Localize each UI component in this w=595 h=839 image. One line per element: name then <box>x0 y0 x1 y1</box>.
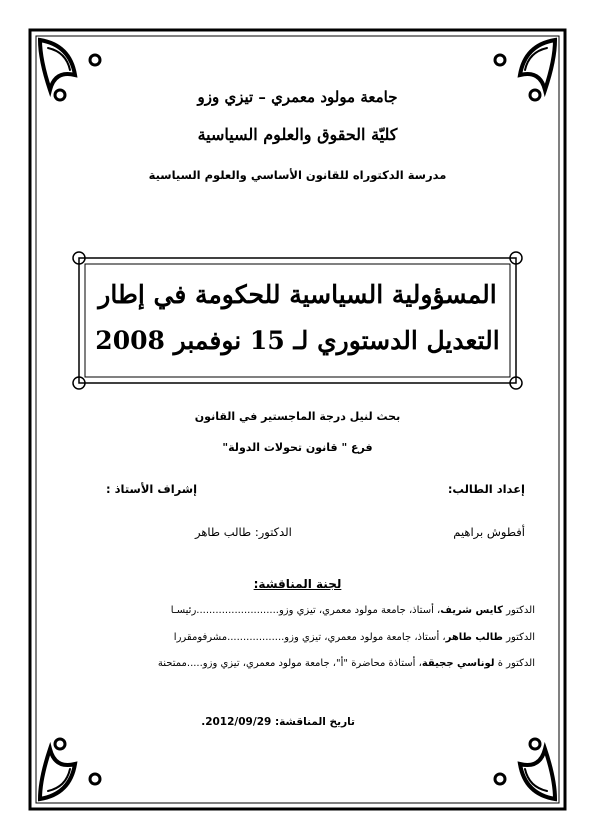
student-name: أفطوش براهيم <box>453 525 525 539</box>
member-name: طالب طاهر <box>445 632 503 643</box>
committee-member <box>171 605 535 616</box>
committee-member <box>174 632 535 643</box>
member-name: لوناسي ججيقة <box>421 658 495 669</box>
defense-date: تاريخ المناقشة: 2012/09/29. <box>201 716 355 728</box>
committee-heading: لجنة المناقشة: <box>253 577 342 591</box>
university-name: جامعة مولود معمري – تيزي وزو <box>197 88 398 106</box>
committee-member <box>158 658 535 669</box>
corner-ornament-bottom-right <box>495 739 555 799</box>
faculty-name: كليّة الحقوق والعلوم السياسية <box>197 125 398 144</box>
member-details: ، أستاذ، جامعة مولود معمري، تيزي وزو..........................رئيسـا <box>170 605 441 616</box>
branch-statement: فرع " قانون تحولات الدولة" <box>222 441 373 454</box>
member-details: ، أستاذة محاضرة "أ"، جامعة مولود معمري، تيزي وزو.....ممتحنة <box>157 658 422 669</box>
member-prefix: الدكتور <box>506 632 535 643</box>
degree-statement: بحث لنيل درجة الماجستير في القانون <box>194 410 401 423</box>
supervisor-label: إشراف الأستاذ : <box>106 482 198 496</box>
corner-ornament-bottom-left <box>40 739 100 799</box>
supervisor-name: الدكتور: طالب طاهر <box>195 525 292 539</box>
thesis-title <box>79 258 516 383</box>
thesis-title-line-1: المسؤولية السياسية للحكومة في إطار <box>98 280 497 309</box>
member-details: ، أستاذ، جامعة مولود معمري، تيزي وزو..................مشرفومقررا <box>173 632 446 643</box>
member-prefix: الدكتور <box>506 605 535 616</box>
doctoral-school: مدرسة الدكتوراه للقانون الأساسي والعلوم السياسية <box>148 168 447 182</box>
member-name: كايس شريف <box>440 605 503 616</box>
student-label: إعداد الطالب: <box>447 482 525 496</box>
member-prefix: الدكتور ة <box>497 658 535 669</box>
thesis-title-line-2: التعديل الدستوري لـ 15 نوفمبر 2008 <box>95 326 500 355</box>
